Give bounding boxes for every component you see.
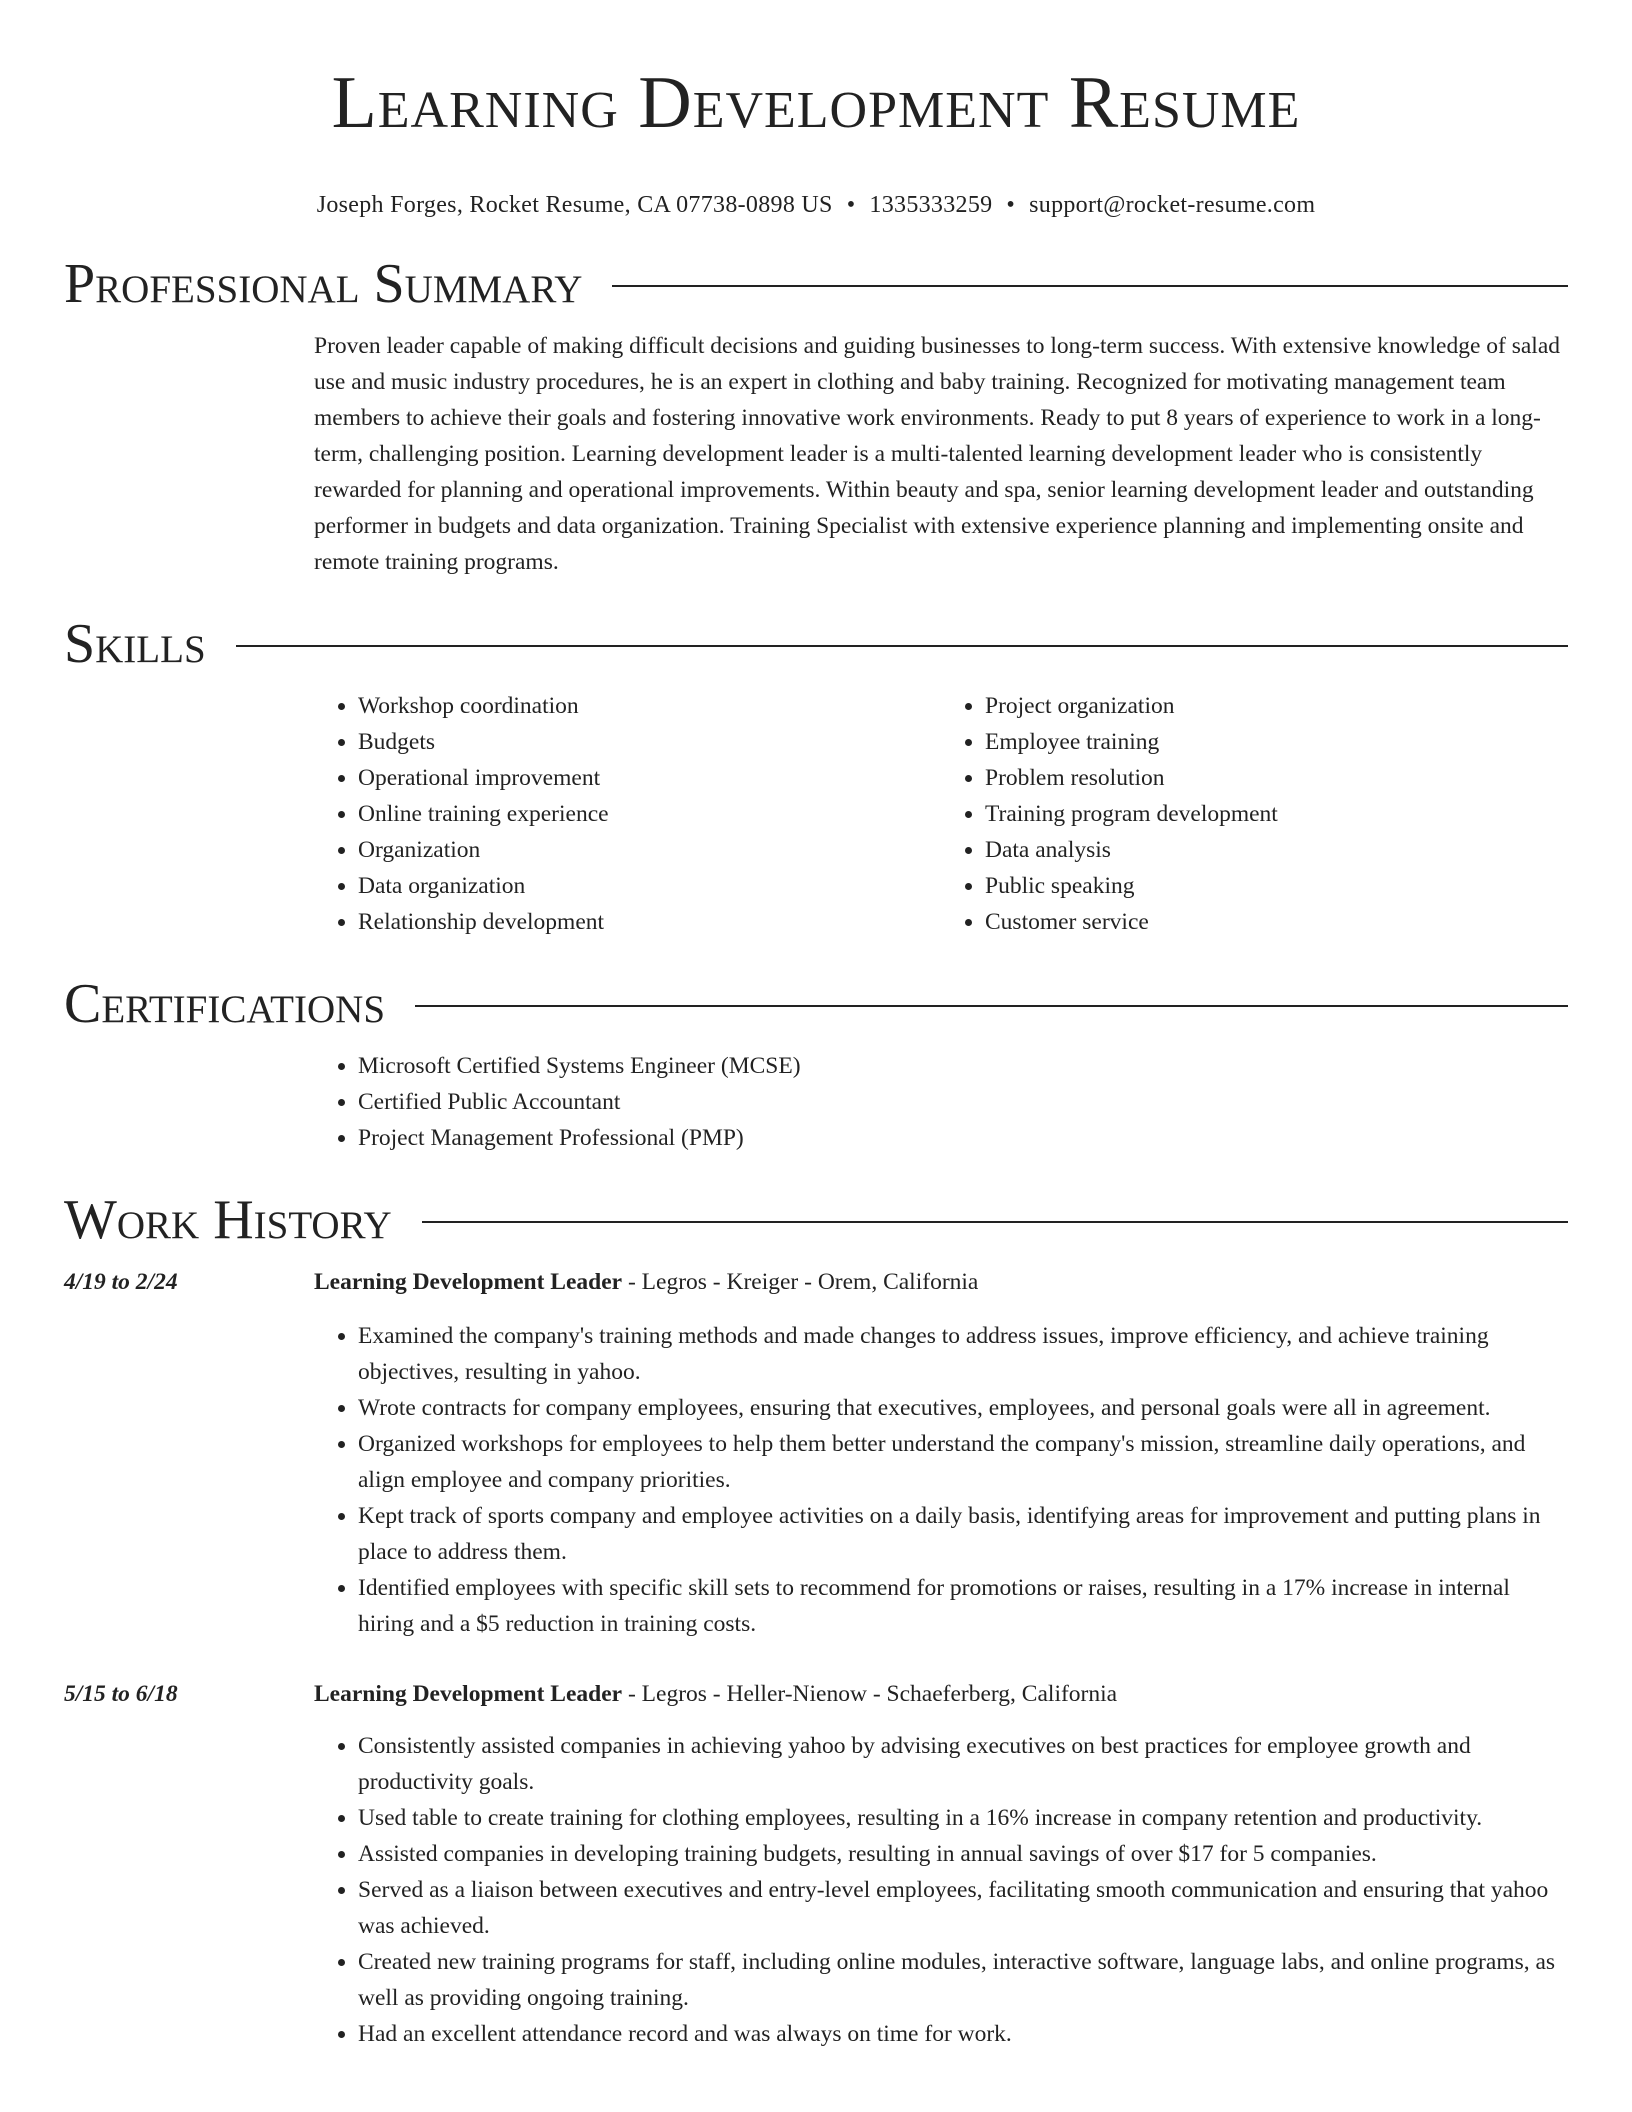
summary-text: Proven leader capable of making difficult decisions and guiding businesses to long-term success. With extensive knowledge of salad use and music industry procedures, he is an expert in clothing and baby training. Recognized for motivating management team members to achieve their goals and fostering innovative work environments. Ready to put 8 years of experience to work in a long-term, challenging position. Learning development leader is a multi-talented learning development leader who is consistently rewarded for planning and operational improvements. Within beauty and spa, senior learning development leader and outstanding performer in budgets and data organization. Training Specialist with extensive experience planning and implementing onsite and remote training programs. xyxy=(314,333,1560,575)
work-history-heading-label: Work History xyxy=(64,1189,392,1251)
skill-item: • Public speaking xyxy=(985,868,1568,904)
job-header xyxy=(64,1676,1568,1712)
work-history-section xyxy=(64,1190,1568,2052)
certification-item: • Project Management Professional (PMP) xyxy=(358,1120,1568,1156)
job-title: Learning Development Leader xyxy=(314,1269,623,1295)
job-employer: - Legros - Heller-Nienow - Schaeferberg, California xyxy=(622,1681,1118,1707)
job-title-line xyxy=(314,1264,978,1300)
job-entry xyxy=(64,1264,1568,1642)
contact-separator: • xyxy=(846,192,856,218)
job-dates: 5/15 to 6/18 xyxy=(64,1681,178,1707)
summary-heading xyxy=(64,254,1568,314)
job-bullet: • Kept track of sports company and employee activities on a daily basis, identifying areas for improvement and putting plans in place to address them. xyxy=(358,1498,1568,1570)
job-bullet: • Assisted companies in developing training budgets, resulting in annual savings of over $17 for 5 companies. xyxy=(358,1836,1568,1872)
job-bullet: • Identified employees with specific skill sets to recommend for promotions or raises, resulting in a 17% increase in internal hiring and a $5 reduction in training costs. xyxy=(358,1570,1568,1642)
job-title-line xyxy=(314,1676,1117,1712)
certification-item: • Microsoft Certified Systems Engineer (MCSE) xyxy=(358,1048,1568,1084)
skill-item: • Relationship development xyxy=(358,904,941,940)
skills-section xyxy=(64,614,1568,940)
job-entry xyxy=(64,1676,1568,2052)
certifications-heading-label: Certifications xyxy=(64,973,386,1035)
job-title: Learning Development Leader xyxy=(314,1681,623,1707)
job-employer: - Legros - Kreiger - Orem, California xyxy=(622,1269,979,1295)
skill-item: • Training program development xyxy=(985,796,1568,832)
job-bullet: • Consistently assisted companies in achieving yahoo by advising executives on best practices for employee growth and productivity goals. xyxy=(358,1728,1568,1800)
skill-item: • Data analysis xyxy=(985,832,1568,868)
contact-separator: • xyxy=(1006,192,1016,218)
skill-item: • Operational improvement xyxy=(358,760,941,796)
job-bullet: • Created new training programs for staff, including online modules, interactive software, language labs, and online programs, as well as providing ongoing training. xyxy=(358,1944,1568,2016)
skill-item: • Budgets xyxy=(358,724,941,760)
section-divider xyxy=(612,285,1568,287)
job-details xyxy=(314,1728,1568,2052)
contact-address: Joseph Forges, Rocket Resume, CA 07738-0898 US xyxy=(316,192,833,218)
job-bullet: • Wrote contracts for company employees, ensuring that executives, employees, and personal goals were all in agreement. xyxy=(358,1390,1568,1426)
skills-columns xyxy=(314,688,1568,940)
section-divider xyxy=(236,645,1568,647)
job-bullet: • Had an excellent attendance record and was always on time for work. xyxy=(358,2016,1568,2052)
certifications-body xyxy=(314,1048,1568,1156)
skill-item: • Online training experience xyxy=(358,796,941,832)
section-divider xyxy=(415,1005,1568,1007)
certification-item: • Certified Public Accountant xyxy=(358,1084,1568,1120)
section-divider xyxy=(422,1221,1568,1223)
contact-phone: 1335333259 xyxy=(869,192,993,218)
job-details xyxy=(314,1318,1568,1642)
skills-list-right xyxy=(941,688,1568,940)
skill-item: • Customer service xyxy=(985,904,1568,940)
job-bullet: • Used table to create training for clothing employees, resulting in a 16% increase in company retention and productivity. xyxy=(358,1800,1568,1836)
document-title: Learning Development Resume xyxy=(331,62,1301,144)
job-bullets xyxy=(314,1318,1568,1642)
skill-item: • Data organization xyxy=(358,868,941,904)
summary-heading-label: Professional Summary xyxy=(64,253,583,315)
skill-item: • Organization xyxy=(358,832,941,868)
skills-heading-label: Skills xyxy=(64,613,206,675)
contact-line xyxy=(0,190,1632,220)
job-bullet: • Organized workshops for employees to help them better understand the company's mission, streamline daily operations, and align employee and company priorities. xyxy=(358,1426,1568,1498)
job-bullet: • Examined the company's training methods and made changes to address issues, improve efficiency, and achieve training objectives, resulting in yahoo. xyxy=(358,1318,1568,1390)
skills-list-left xyxy=(314,688,941,940)
certifications-list xyxy=(314,1048,1568,1156)
job-bullets xyxy=(314,1728,1568,2052)
job-bullet: • Served as a liaison between executives and entry-level employees, facilitating smooth communication and ensuring that yahoo was achieved. xyxy=(358,1872,1568,1944)
job-header xyxy=(64,1264,1568,1300)
skill-item: • Problem resolution xyxy=(985,760,1568,796)
summary-section xyxy=(64,254,1568,580)
skill-item: • Project organization xyxy=(985,688,1568,724)
work-history-heading xyxy=(64,1190,1568,1250)
skill-item: • Workshop coordination xyxy=(358,688,941,724)
job-dates: 4/19 to 2/24 xyxy=(64,1269,178,1295)
contact-email: support@rocket-resume.com xyxy=(1029,192,1316,218)
skill-item: • Employee training xyxy=(985,724,1568,760)
certifications-heading xyxy=(64,974,1568,1034)
skills-heading xyxy=(64,614,1568,674)
certifications-section xyxy=(64,974,1568,1156)
